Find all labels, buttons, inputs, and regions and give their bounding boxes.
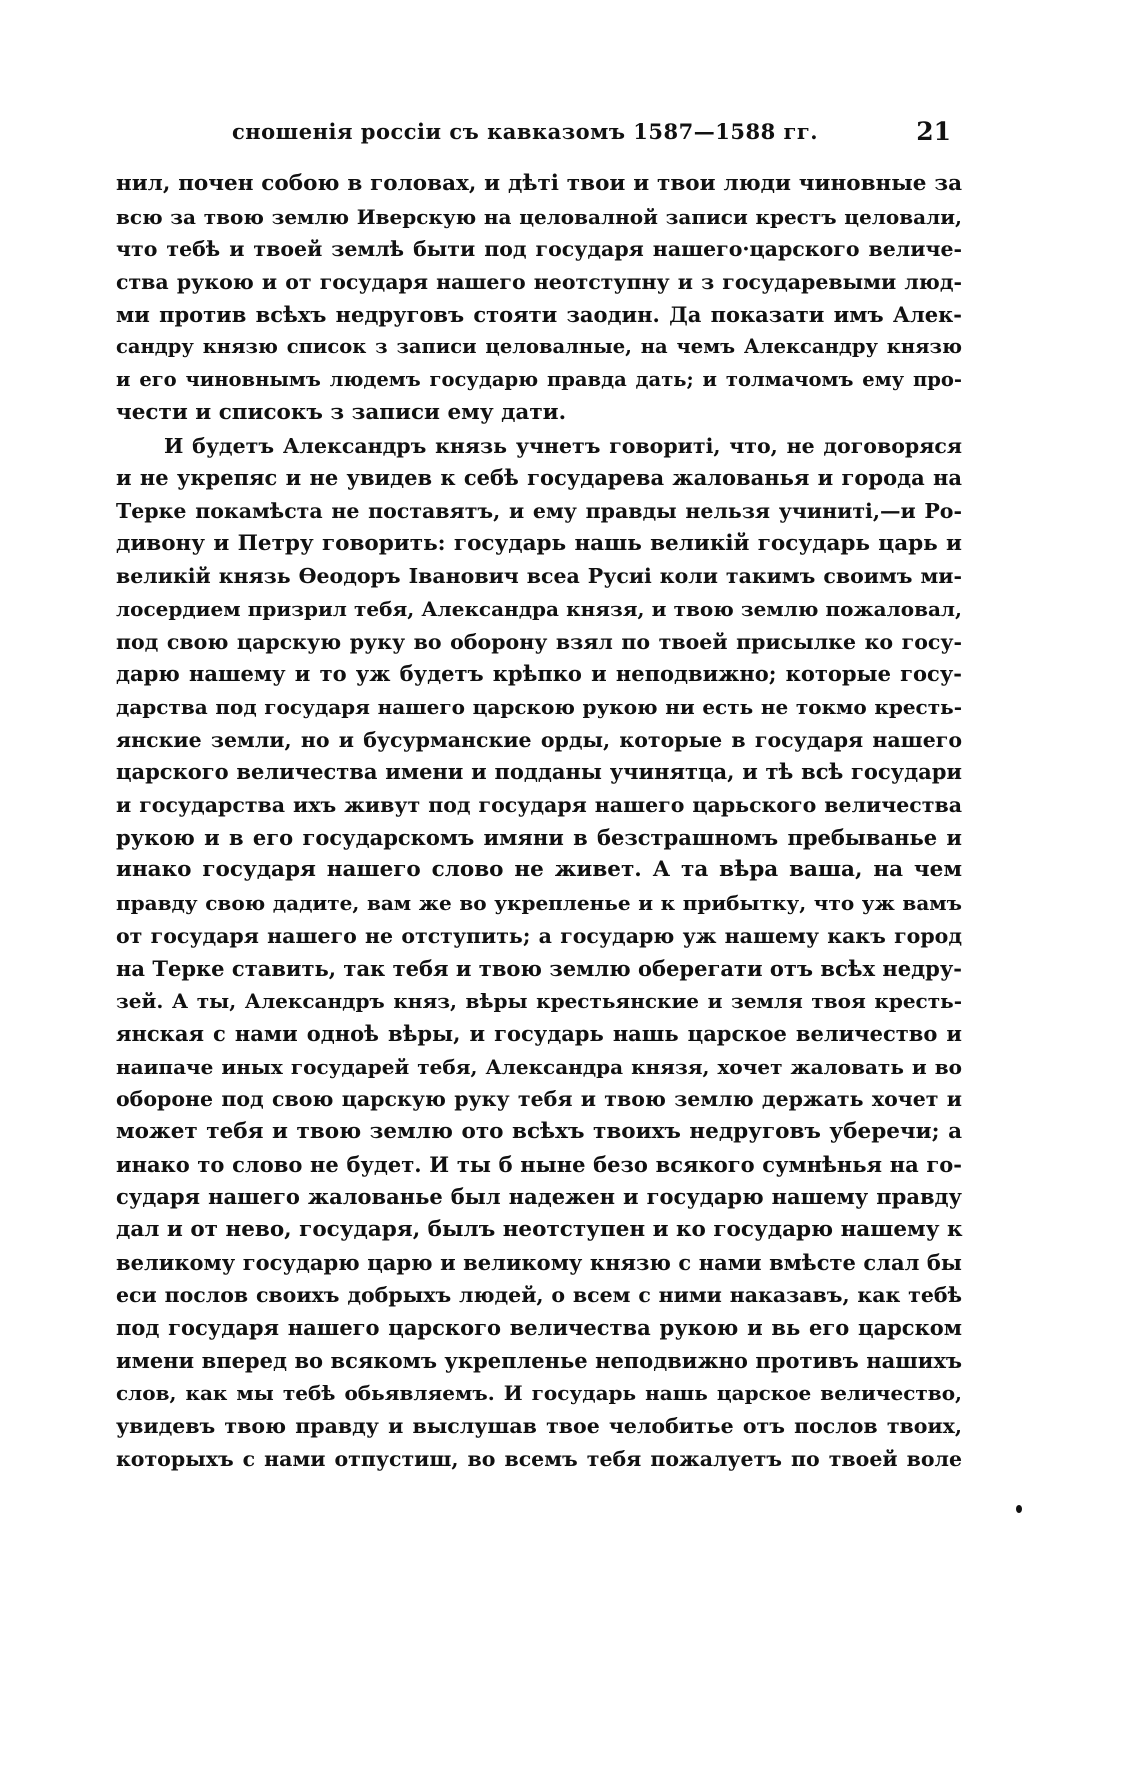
text-line: под государя нашего царского величества рукою и вь его царском xyxy=(116,1315,962,1341)
text-line: еси послов своихъ добрыхъ людей, о всем с ними наказавъ, как тебѣ xyxy=(116,1283,962,1308)
body-text xyxy=(116,168,962,1476)
text-line: что тебѣ и твоей землѣ быти под государя нашего·царского величе- xyxy=(116,237,962,262)
text-line: И будетъ Александръ князь учнетъ говориті, что, не договоряся xyxy=(164,433,962,458)
text-line: ми против всѣхъ недруговъ стояти заодин. Да показати имъ Алек- xyxy=(116,301,962,327)
text-line: великій князь Ѳеодоръ Іванович всеа Русиі коли такимъ своимъ ми- xyxy=(116,564,962,589)
text-line: увидевъ твою правду и выслушав твое челобитье отъ послов твоих, xyxy=(116,1414,962,1439)
text-line: великому государю царю и великому князю с нами вмѣсте слал бы xyxy=(116,1249,962,1275)
text-line: дал и от нево, государя, былъ неотступен и ко государю нашему к xyxy=(116,1217,963,1242)
paragraph-1 xyxy=(116,168,962,430)
text-line: зей. А ты, Александръ княз, вѣры крестьянские и земля твоя кресть- xyxy=(116,989,962,1014)
text-line: под свою царскую руку во оборону взял по твоей присылке ко госу- xyxy=(116,629,962,654)
text-line: чести и списокъ з записи ему дати. xyxy=(116,399,567,425)
text-line: ства рукою и от государя нашего неотступну и з государевыми люд- xyxy=(116,270,962,295)
text-line: которыхъ с нами отпустиш, во всемъ тебя пожалуетъ по твоей воле xyxy=(116,1446,962,1471)
text-line: и не укрепяс и не увидев к себѣ государева жалованья и города на xyxy=(116,465,962,491)
text-line: инако государя нашего слово не живет. А та вѣра ваша, на чем xyxy=(116,857,962,883)
text-line: царского величества имени и подданы учинятца, и тѣ всѣ государи xyxy=(116,759,962,785)
text-line: янская с нами однoѣ вѣры, и государь нашь царское величество и xyxy=(116,1020,962,1046)
text-line: и государства ихъ живут под государя нашего царьского величества xyxy=(116,793,962,818)
text-line: янские земли, но и бусурманские орды, которые в государя нашего xyxy=(116,727,962,752)
text-line: всю за твою землю Иверскую на целовалной записи крестъ целовали, xyxy=(116,204,962,229)
text-line: от государя нашего не отступить; а государю уж нашему какъ город xyxy=(116,923,962,948)
text-line: инако то слово не будет. И ты б ныне безо всякого сумнѣнья на го- xyxy=(116,1151,962,1177)
text-line: лосердием призрил тебя, Александра князя, и твою землю пожаловал, xyxy=(116,596,962,621)
text-line: дивону и Петру говорить: государь нашь великій государь царь и xyxy=(116,530,962,556)
text-line: наипаче иных государей тебя, Александра князя, хочет жаловать и во xyxy=(116,1054,962,1079)
text-line: дарства под государя нашего царскою рукою ни есть не токмо кресть- xyxy=(116,695,962,719)
text-line: может тебя и твою землю ото всѣхъ твоихъ недруговъ уберечи; а xyxy=(116,1118,962,1144)
text-line: сударя нашего жалованье был надежен и государю нашему правду xyxy=(116,1184,962,1210)
text-line: слов, как мы тебѣ обьявляемъ. И государь нашь царское величество, xyxy=(116,1381,962,1406)
text-line: правду свою дадите, вам же во укрепленье и к прибытку, что уж вамъ xyxy=(116,891,962,916)
paragraph-2 xyxy=(116,430,962,1476)
text-line: имени вперед во всякомъ укрепленье неподвижно противъ нашихъ xyxy=(116,1347,962,1373)
page-number: 21 xyxy=(916,117,951,146)
text-line: обороне под свою царскую руку тебя и твою землю держать хочет и xyxy=(116,1087,962,1112)
text-line: дарю нашему и то уж будетъ крѣпко и неподвижно; которые госу- xyxy=(116,661,962,687)
text-line: и его чиновнымъ людемъ государю правда дать; и толмачомъ ему про- xyxy=(116,368,962,392)
text-line: сандру князю список з записи целовалные, на чемъ Александру князю xyxy=(116,335,962,359)
text-line: нил, почен собою в головах, и дѣті твои и твои люди чиновные за xyxy=(116,171,962,196)
text-line: на Терке ставить, так тебя и твою землю оберегати отъ всѣх недру- xyxy=(116,955,962,981)
margin-ink-dot xyxy=(1016,1505,1022,1513)
text-line: рукою и в его государскомъ имяни в безстрашномъ пребыванье и xyxy=(116,824,962,850)
running-title: сношенія россіи съ кавказомъ 1587—1588 гг. xyxy=(232,119,819,144)
text-line: Терке покамѣста не поставятъ, и ему правды нельзя учинитi,—и Ро- xyxy=(116,498,962,523)
running-head xyxy=(116,112,966,152)
